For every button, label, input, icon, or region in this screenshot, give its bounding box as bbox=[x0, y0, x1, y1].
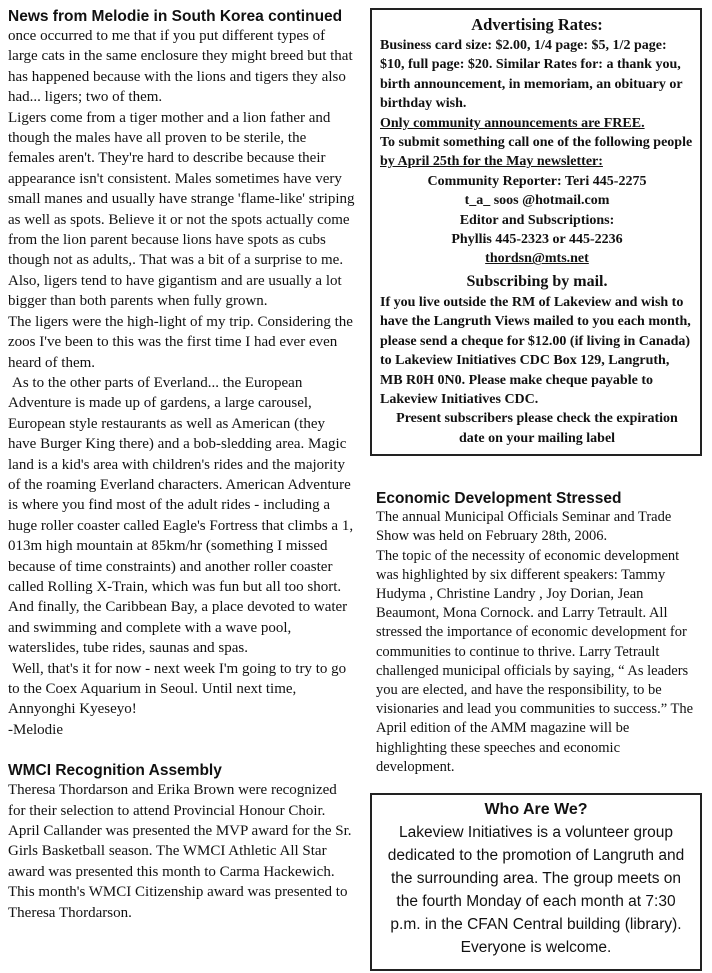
right-column bbox=[370, 8, 702, 971]
who-are-we-box bbox=[370, 793, 702, 971]
korea-paragraph: Ligers come from a tiger mother and a lion father and though the males have all proven to be sterile, the females aren't. They're hard to describe because their appearance isn't consistent. Males sometimes have very small manes and usually have strange 'flame-like' striping as well as spots. Believe it or not the spots actually come from the lion parent because lions have spots as cubs though not as adults,. That was a bit of a surprise to me. Also, ligers tend to have gigantism and are usually a lot bigger than both parents when fully grown. bbox=[8, 109, 355, 310]
submit-text: To submit something call one of the following people bbox=[380, 135, 693, 151]
reporter-email: t_a_ soos @hotmail.com bbox=[464, 193, 610, 209]
economic-article-heading: Economic Development Stressed bbox=[376, 490, 622, 508]
subscribe-instructions: If you live outside the RM of Lakeview and wish to have the Langruth Views mailed to you each month, please send a cheque for $12.00 (if living in Canada) to Lakeview Initiatives CDC Box 129, Langruth, MB R0H 0N0. Please make cheque payable to Lakeview Initiatives CDC. bbox=[380, 294, 691, 407]
korea-signature: -Melodie bbox=[8, 721, 63, 738]
who-are-we-title: Who Are We? bbox=[484, 800, 588, 818]
korea-paragraph: The ligers were the high-light of my trip. Considering the zoos I've been to this was the first time I had ever even heard of them. bbox=[8, 313, 353, 371]
left-column bbox=[8, 8, 356, 923]
korea-paragraph: Well, that's it for now - next week I'm going to try to go to the Coex Aquarium in Seoul. Until next time, Annyonghi Kyeseyo! bbox=[8, 660, 347, 718]
advertising-title: Advertising Rates: bbox=[471, 15, 603, 34]
korea-article-body bbox=[8, 26, 356, 740]
wmci-article-body: Theresa Thordarson and Erika Brown were recognized for their selection to attend Provincial Honour Choir. April Callander was presented the MVP award for the Sr. Girls Basketball season. The WMCI Athletic All Star award was presented this month to Carma Hackewich. This month's WMCI Citizenship award was presented to Theresa Thordarson. bbox=[8, 782, 352, 921]
economic-paragraph: The topic of the necessity of economic development was highlighted by six different speakers: Tammy Hudyma , Christine Landry , Joy Dorian, Jean Beaumont, Mona Cornock. and Larry Tetrault. All stressed the importance of economic development for communities to continue to thrive. Larry Tetrault challenged municipal officials by saying, “ As leaders you are elected, and have the responsibility, to be visionaries and lead you communities to success.” The April edition of the AMM magazine will be highlighting these speeches and economic development. bbox=[376, 547, 694, 775]
who-are-we-text: Lakeview Initiatives is a volunteer group dedicated to the promotion of Langruth and the surrounding area. The group meets on the fourth Monday of each month at 7:30 p.m. in the CFAN Central building (library). Everyone is welcome. bbox=[387, 823, 685, 956]
subscribers-note: Present subscribers please check the expiration date on your mailing label bbox=[396, 411, 678, 446]
editor-email: thordsn@mts.net bbox=[485, 251, 589, 267]
submission-deadline: by April 25th for the May newsletter: bbox=[380, 154, 603, 170]
korea-paragraph: As to the other parts of Everland... the European Adventure is made up of gardens, a large carousel, European style restaurants as well as American (they have Burger King there) and a bob-sledding area. Magic land is a kid's area with children's rides and the majority of the roaming Everland characters. American Adventure is where you find most of the adult rides - including a huge roller coaster called Eagle's Fortress that climbs a 1, 013m high mountain at 85km/hr (something I missed because of time constraints) and another roller coaster called Rolling X-Train, which was fun but all too short. And finally, the Caribbean Bay, a place devoted to water and swimming and complete with a wave pool, waterslides, tube rides, saunas and spas. bbox=[8, 374, 354, 657]
subscribe-title: Subscribing by mail. bbox=[466, 272, 608, 290]
editor-phone: Phyllis 445-2323 or 445-2236 bbox=[451, 232, 623, 248]
economic-paragraph: The annual Municipal Officials Seminar and Trade Show was held on February 28th, 2006. bbox=[376, 509, 672, 545]
korea-article-heading: News from Melodie in South Korea continued bbox=[8, 8, 343, 25]
advertising-rates: Business card size: $2.00, 1/4 page: $5, 1/2 page: $10, full page: $20. Similar Rates for: a thank you, birth announcement, in memoriam, an obituary or birthday wish. bbox=[380, 38, 683, 112]
economic-article bbox=[370, 490, 702, 777]
advertising-box bbox=[370, 8, 702, 456]
submit-instructions bbox=[380, 133, 694, 172]
korea-paragraph: once occurred to me that if you put different types of large cats in the same enclosure they might breed but that has happened because with the lions and tigers they also had... ligers; two of them. bbox=[8, 28, 353, 106]
reporter-contact: Community Reporter: Teri 445-2275 bbox=[427, 173, 647, 189]
wmci-article-heading: WMCI Recognition Assembly bbox=[8, 762, 222, 780]
editor-label: Editor and Subscriptions: bbox=[459, 212, 615, 228]
free-announcements-note: Only community announcements are FREE. bbox=[380, 115, 645, 131]
